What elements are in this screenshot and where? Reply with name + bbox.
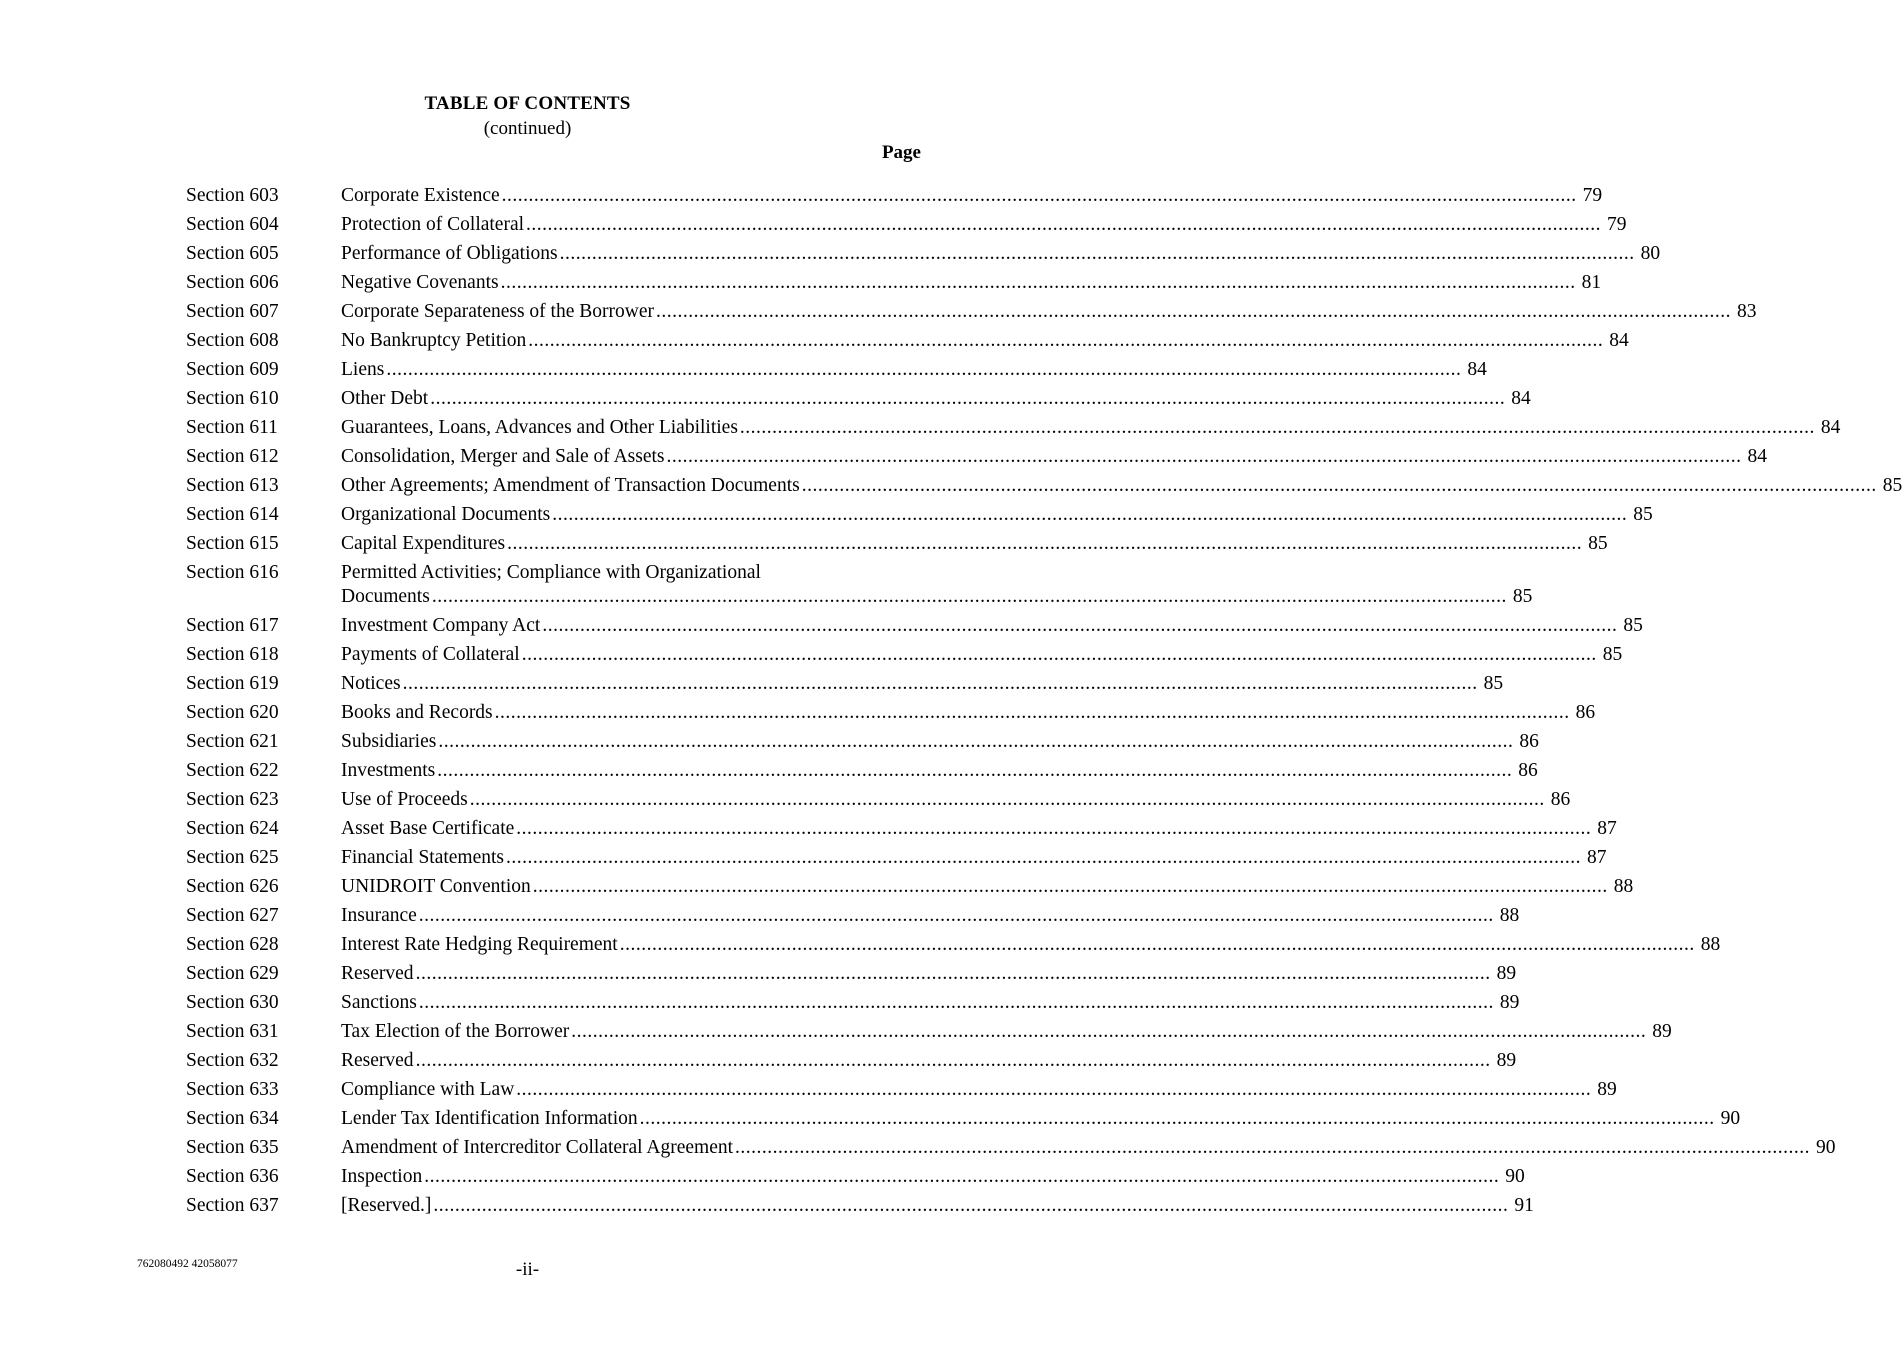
dot-leader: ........................................................................................................................................................................................................ xyxy=(735,1137,1811,1158)
section-title: Documents xyxy=(341,586,430,607)
toc-entry[interactable] xyxy=(186,814,1617,843)
section-number: Section 637 xyxy=(186,1195,279,1216)
section-title-cell xyxy=(341,1075,1617,1104)
toc-entry[interactable] xyxy=(186,239,1661,268)
page-ref: 79 xyxy=(1582,185,1603,206)
dot-leader: ........................................................................................................................................................................................................ xyxy=(516,818,1592,839)
section-title: Negative Covenants xyxy=(341,272,499,293)
section-title-cell xyxy=(341,1162,1525,1191)
page-ref: 85 xyxy=(1602,644,1623,665)
dot-leader: ........................................................................................................................................................................................................ xyxy=(501,185,1577,206)
section-title-cell xyxy=(341,268,1602,297)
section-number: Section 615 xyxy=(186,533,279,554)
page-column-header: Page xyxy=(881,142,921,163)
section-number: Section 604 xyxy=(186,214,279,235)
section-number: Section 618 xyxy=(186,644,279,665)
dot-leader: ........................................................................................................................................................................................................ xyxy=(433,1195,1509,1216)
section-number: Section 625 xyxy=(186,847,279,868)
page-ref: 90 xyxy=(1505,1166,1525,1187)
page-ref: 85 xyxy=(1633,504,1653,525)
section-title-cell xyxy=(341,1017,1672,1046)
page-ref: 83 xyxy=(1736,301,1757,322)
section-title: Investments xyxy=(341,760,436,781)
section-title-cell xyxy=(341,727,1539,756)
toc-entry[interactable] xyxy=(186,268,1602,297)
section-number: Section 611 xyxy=(186,417,278,438)
page-ref: 79 xyxy=(1607,214,1627,235)
page-ref: 80 xyxy=(1640,243,1661,264)
section-title-cell xyxy=(341,872,1634,901)
section-number: Section 607 xyxy=(186,301,279,322)
section-title-cell xyxy=(341,471,1902,500)
dot-leader: ........................................................................................................................................................................................................ xyxy=(506,847,1582,868)
section-title: [Reserved.] xyxy=(341,1195,432,1216)
section-title-cell xyxy=(341,1191,1534,1220)
section-title-cell xyxy=(341,930,1721,959)
section-title: No Bankruptcy Petition xyxy=(341,330,527,351)
section-title-cell xyxy=(341,558,1533,611)
dot-leader: ........................................................................................................................................................................................................ xyxy=(438,731,1514,752)
section-number: Section 635 xyxy=(186,1137,279,1158)
section-number: Section 632 xyxy=(186,1050,279,1071)
document-id: 762080492 42058077 xyxy=(137,1258,238,1270)
dot-leader: ........................................................................................................................................................................................................ xyxy=(655,301,1731,322)
dot-leader: ........................................................................................................................................................................................................ xyxy=(431,586,1507,607)
section-title-cell xyxy=(341,181,1603,210)
section-title: Use of Proceeds xyxy=(341,789,468,810)
section-title-cell xyxy=(341,698,1596,727)
toc-entry[interactable] xyxy=(186,500,1653,529)
toc-entry[interactable] xyxy=(186,1162,1525,1191)
toc-entry[interactable] xyxy=(186,901,1520,930)
toc-entry[interactable] xyxy=(186,756,1538,785)
section-number: Section 610 xyxy=(186,388,279,409)
page-ref: 88 xyxy=(1700,934,1721,955)
section-title-cell xyxy=(341,669,1504,698)
toc-entry[interactable] xyxy=(186,384,1531,413)
toc-subtitle: (continued) xyxy=(483,118,572,139)
toc-entry[interactable] xyxy=(186,640,1623,669)
section-title-line1: Permitted Activities; Compliance with Organizational xyxy=(341,562,761,583)
section-number: Section 623 xyxy=(186,789,279,810)
page-ref: 85 xyxy=(1882,475,1902,496)
dot-leader: ........................................................................................................................................................................................................ xyxy=(571,1021,1647,1042)
section-title: Capital Expenditures xyxy=(341,533,506,554)
section-number: Section 619 xyxy=(186,673,279,694)
page-ref: 89 xyxy=(1597,1079,1617,1100)
section-title: Notices xyxy=(341,673,401,694)
section-number: Section 626 xyxy=(186,876,279,897)
section-title: Reserved xyxy=(341,1050,414,1071)
section-title: Protection of Collateral xyxy=(341,214,525,235)
dot-leader: ........................................................................................................................................................................................................ xyxy=(418,992,1494,1013)
toc-entry[interactable] xyxy=(186,727,1539,756)
section-title-cell xyxy=(341,442,1768,471)
dot-leader: ........................................................................................................................................................................................................ xyxy=(619,934,1695,955)
section-number: Section 633 xyxy=(186,1079,279,1100)
section-title-cell xyxy=(341,959,1517,988)
section-title-cell xyxy=(341,413,1841,442)
dot-leader: ........................................................................................................................................................................................................ xyxy=(516,1079,1592,1100)
section-number: Section 630 xyxy=(186,992,279,1013)
toc-entry[interactable] xyxy=(186,355,1487,384)
toc-entry[interactable] xyxy=(186,558,1533,611)
section-title: Books and Records xyxy=(341,702,493,723)
section-title-cell xyxy=(341,640,1623,669)
toc-entry[interactable] xyxy=(186,297,1757,326)
section-title-cell xyxy=(341,355,1487,384)
section-title-cell xyxy=(341,529,1608,558)
page-ref: 89 xyxy=(1652,1021,1672,1042)
dot-leader: ........................................................................................................................................................................................................ xyxy=(424,1166,1500,1187)
dot-leader: ........................................................................................................................................................................................................ xyxy=(739,417,1815,438)
section-title-cell xyxy=(341,901,1520,930)
section-title-cell xyxy=(341,785,1571,814)
section-number: Section 609 xyxy=(186,359,279,380)
dot-leader: ........................................................................................................................................................................................................ xyxy=(528,330,1604,351)
toc-entry[interactable] xyxy=(186,1075,1617,1104)
dot-leader: ........................................................................................................................................................................................................ xyxy=(418,905,1494,926)
toc-entry[interactable] xyxy=(186,1191,1534,1220)
page-ref: 84 xyxy=(1820,417,1841,438)
dot-leader: ........................................................................................................................................................................................................ xyxy=(437,760,1513,781)
dot-leader: ........................................................................................................................................................................................................ xyxy=(666,446,1742,467)
page-ref: 88 xyxy=(1613,876,1634,897)
section-number: Section 620 xyxy=(186,702,279,723)
section-title: Performance of Obligations xyxy=(341,243,558,264)
section-title-cell xyxy=(341,1104,1741,1133)
dot-leader: ........................................................................................................................................................................................................ xyxy=(521,644,1597,665)
dot-leader: ........................................................................................................................................................................................................ xyxy=(552,504,1628,525)
toc-entry[interactable] xyxy=(186,1133,1836,1162)
dot-leader: ........................................................................................................................................................................................................ xyxy=(430,388,1506,409)
toc-entry[interactable] xyxy=(186,930,1721,959)
section-title: Organizational Documents xyxy=(341,504,551,525)
section-number: Section 629 xyxy=(186,963,279,984)
dot-leader: ........................................................................................................................................................................................................ xyxy=(526,214,1602,235)
toc-entry[interactable] xyxy=(186,442,1768,471)
section-number: Section 605 xyxy=(186,243,279,264)
toc-entry[interactable] xyxy=(186,326,1629,355)
toc-entry[interactable] xyxy=(186,843,1607,872)
section-title: Subsidiaries xyxy=(341,731,437,752)
dot-leader: ........................................................................................................................................................................................................ xyxy=(494,702,1570,723)
toc-entry[interactable] xyxy=(186,413,1841,442)
dot-leader: ........................................................................................................................................................................................................ xyxy=(402,673,1478,694)
page-ref: 89 xyxy=(1496,1050,1517,1071)
section-title-cell xyxy=(341,988,1520,1017)
section-title: Lender Tax Identification Information xyxy=(341,1108,638,1129)
section-title: Other Debt xyxy=(341,388,429,409)
section-number: Section 617 xyxy=(186,615,279,636)
section-title-cell xyxy=(341,611,1643,640)
section-title-cell xyxy=(341,843,1607,872)
dot-leader: ........................................................................................................................................................................................................ xyxy=(507,533,1583,554)
section-number: Section 614 xyxy=(186,504,279,525)
section-number: Section 624 xyxy=(186,818,279,839)
page-ref: 86 xyxy=(1518,760,1538,781)
page-ref: 85 xyxy=(1483,673,1504,694)
page-ref: 86 xyxy=(1519,731,1539,752)
page-ref: 85 xyxy=(1588,533,1608,554)
page-ref: 90 xyxy=(1816,1137,1836,1158)
section-title-cell xyxy=(341,239,1661,268)
page-ref: 81 xyxy=(1581,272,1602,293)
section-title-cell xyxy=(341,297,1757,326)
section-title: Interest Rate Hedging Requirement xyxy=(341,934,618,955)
page-ref: 89 xyxy=(1499,992,1520,1013)
section-title: Corporate Separateness of the Borrower xyxy=(341,301,654,322)
section-number: Section 634 xyxy=(186,1108,279,1129)
dot-leader: ........................................................................................................................................................................................................ xyxy=(559,243,1635,264)
dot-leader: ........................................................................................................................................................................................................ xyxy=(469,789,1545,810)
section-number: Section 628 xyxy=(186,934,279,955)
section-title: Consolidation, Merger and Sale of Assets xyxy=(341,446,665,467)
toc-entry[interactable] xyxy=(186,1046,1517,1075)
section-number: Section 622 xyxy=(186,760,279,781)
page-ref: 86 xyxy=(1550,789,1571,810)
dot-leader: ........................................................................................................................................................................................................ xyxy=(415,1050,1491,1071)
section-number: Section 606 xyxy=(186,272,279,293)
dot-leader: ........................................................................................................................................................................................................ xyxy=(542,615,1618,636)
page-ref: 89 xyxy=(1496,963,1517,984)
page-ref: 91 xyxy=(1514,1195,1534,1216)
toc-entry[interactable] xyxy=(186,1017,1672,1046)
page-ref: 87 xyxy=(1587,847,1607,868)
section-title: Corporate Existence xyxy=(341,185,500,206)
page-number: -ii- xyxy=(515,1259,540,1280)
toc-entry[interactable] xyxy=(186,181,1603,210)
section-title: Amendment of Intercreditor Collateral Agreement xyxy=(341,1137,734,1158)
section-title: Asset Base Certificate xyxy=(341,818,515,839)
section-number: Section 612 xyxy=(186,446,279,467)
section-title-cell xyxy=(341,326,1629,355)
section-title: Other Agreements; Amendment of Transaction Documents xyxy=(341,475,800,496)
page-ref: 85 xyxy=(1512,586,1533,607)
toc-entry[interactable] xyxy=(186,529,1608,558)
dot-leader: ........................................................................................................................................................................................................ xyxy=(386,359,1462,380)
toc-entry[interactable] xyxy=(186,669,1504,698)
section-number: Section 603 xyxy=(186,185,279,206)
toc-entry[interactable] xyxy=(186,611,1643,640)
page-ref: 88 xyxy=(1499,905,1520,926)
section-title: Insurance xyxy=(341,905,417,926)
toc-list xyxy=(186,181,1902,1220)
page-ref: 85 xyxy=(1623,615,1643,636)
section-title-cell xyxy=(341,384,1531,413)
dot-leader: ........................................................................................................................................................................................................ xyxy=(639,1108,1715,1129)
page-ref: 84 xyxy=(1609,330,1629,351)
page-ref: 84 xyxy=(1467,359,1487,380)
toc-entry[interactable] xyxy=(186,698,1596,727)
section-number: Section 636 xyxy=(186,1166,279,1187)
section-number: Section 616 xyxy=(186,562,279,583)
dot-leader: ........................................................................................................................................................................................................ xyxy=(532,876,1608,897)
section-title: Payments of Collateral xyxy=(341,644,520,665)
section-title-cell xyxy=(341,756,1538,785)
section-title: Liens xyxy=(341,359,385,380)
page-ref: 90 xyxy=(1720,1108,1741,1129)
page-ref: 86 xyxy=(1575,702,1596,723)
toc-entry[interactable] xyxy=(186,785,1571,814)
section-title: Reserved xyxy=(341,963,414,984)
toc-entry[interactable] xyxy=(186,471,1902,500)
toc-entry[interactable] xyxy=(186,1104,1741,1133)
section-number: Section 621 xyxy=(186,731,279,752)
section-title: UNIDROIT Convention xyxy=(341,876,531,897)
toc-entry[interactable] xyxy=(186,210,1627,239)
toc-entry[interactable] xyxy=(186,959,1517,988)
toc-entry[interactable] xyxy=(186,988,1520,1017)
section-title: Compliance with Law xyxy=(341,1079,515,1100)
dot-leader: ........................................................................................................................................................................................................ xyxy=(415,963,1491,984)
section-number: Section 627 xyxy=(186,905,279,926)
section-title-cell xyxy=(341,814,1617,843)
toc-entry[interactable] xyxy=(186,872,1634,901)
section-title: Financial Statements xyxy=(341,847,505,868)
page-ref: 87 xyxy=(1597,818,1617,839)
section-title-cell xyxy=(341,1046,1517,1075)
toc-title: TABLE OF CONTENTS xyxy=(424,93,631,114)
section-title: Investment Company Act xyxy=(341,615,541,636)
section-number: Section 608 xyxy=(186,330,279,351)
dot-leader: ........................................................................................................................................................................................................ xyxy=(801,475,1877,496)
dot-leader: ........................................................................................................................................................................................................ xyxy=(500,272,1576,293)
section-title: Sanctions xyxy=(341,992,417,1013)
section-title: Guarantees, Loans, Advances and Other Liabilities xyxy=(341,417,738,438)
section-title-cell xyxy=(341,1133,1836,1162)
section-number: Section 631 xyxy=(186,1021,279,1042)
page-ref: 84 xyxy=(1511,388,1531,409)
section-title: Tax Election of the Borrower xyxy=(341,1021,570,1042)
section-number: Section 613 xyxy=(186,475,279,496)
page-ref: 84 xyxy=(1747,446,1768,467)
section-title: Inspection xyxy=(341,1166,423,1187)
section-title-cell xyxy=(341,500,1653,529)
section-title-cell xyxy=(341,210,1627,239)
